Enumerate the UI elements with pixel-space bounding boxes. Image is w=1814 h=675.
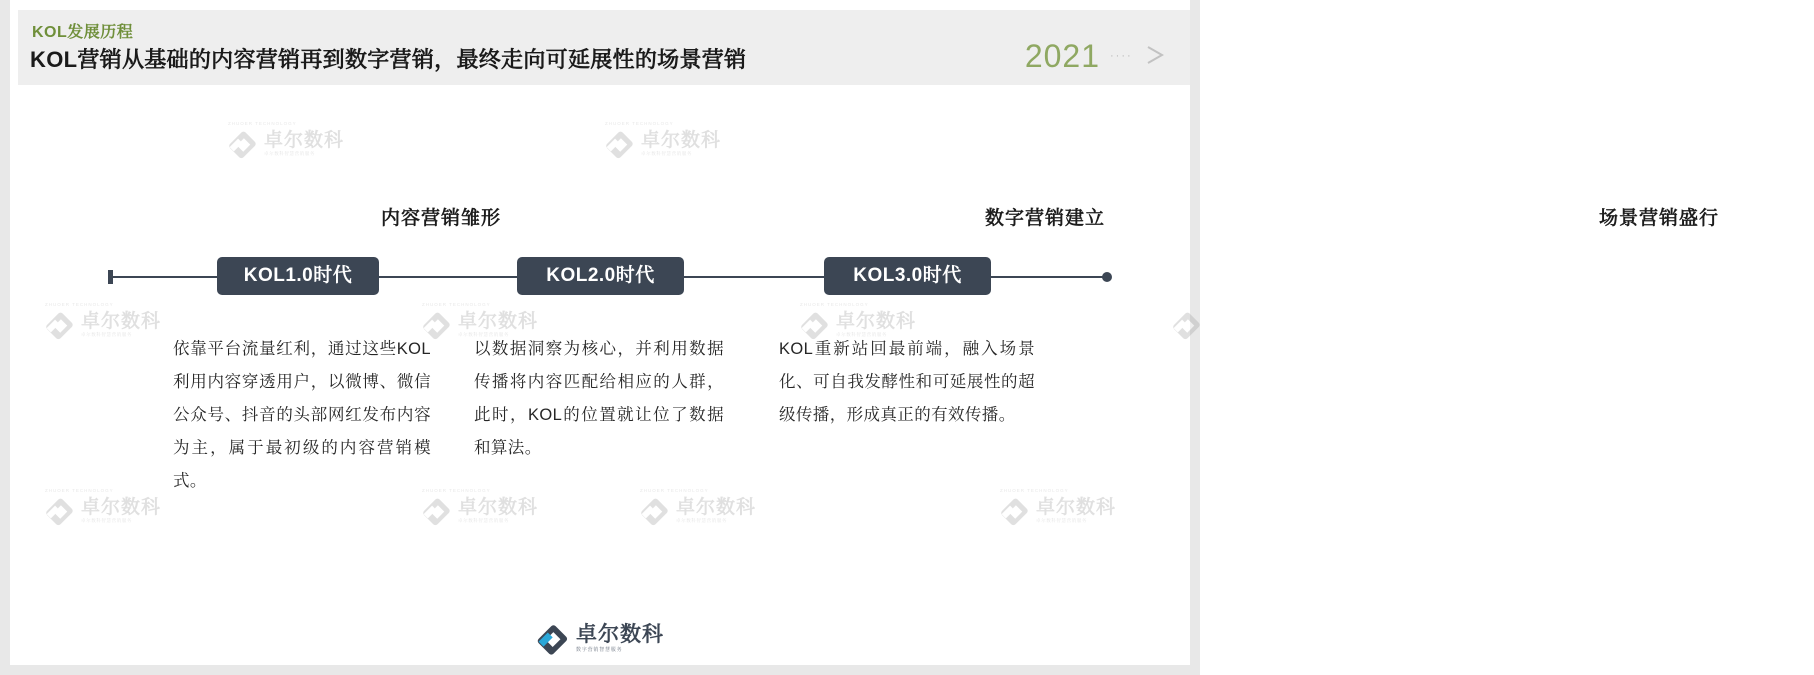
logo-diamond-icon [1000,494,1030,528]
watermark [45,488,162,528]
slide-header [10,10,1190,85]
watermark [640,488,757,528]
header-dots: ···· [1110,50,1133,62]
stage-pill-1[interactable]: KOL1.0时代 [217,257,379,295]
logo-diamond-icon [640,494,670,528]
stage-pill-3[interactable]: KOL3.0时代 [824,257,991,295]
chevron-right-icon [1144,44,1170,71]
stage-heading: 数字营销建立 [984,208,1105,229]
logo-diamond-icon [228,127,258,161]
edge-right-band [1190,0,1200,675]
watermark-en: 卓尔数科智慧营销服务 [458,518,509,524]
watermark-en: 卓尔数科智慧营销服务 [81,518,132,524]
watermark [605,121,722,161]
watermark-cn: 卓尔数科 [458,497,539,519]
timeline-start-cap [108,270,113,284]
watermark-cn: 卓尔数科 [836,311,917,333]
logo-diamond-icon [536,620,569,657]
watermark-en: 卓尔数科智慧营销服务 [676,518,727,524]
watermark-cn: 卓尔数科 [458,311,539,333]
logo-diamond-icon [605,127,635,161]
logo-diamond-icon [45,494,75,528]
watermark-en-top: ZHUOER TECHNOLOGY [45,488,114,493]
edge-bottom-band [0,665,1200,675]
page-title: KOL营销从基础的内容营销再到数字营销，最终走向可延展性的场景营销 [30,47,747,72]
watermark-en-top: ZHUOER TECHNOLOGY [422,488,491,493]
watermark-cn: 卓尔数科 [264,130,345,152]
watermark-cn: 卓尔数科 [1036,497,1117,519]
watermark-en-top: ZHUOER TECHNOLOGY [422,302,491,307]
watermark-cn: 卓尔数科 [676,497,757,519]
header-arrow-group [1110,44,1170,66]
watermark-cn: 卓尔数科 [81,497,162,519]
watermark [45,302,162,342]
watermark-en: 卓尔数科智慧营销服务 [1036,518,1087,524]
watermark-cn: 卓尔数科 [81,311,162,333]
stage-body-1: 依靠平台流量红利，通过这些KOL利用内容穿透用户，以微博、微信公众号、抖音的头部网红发布内容为主，属于最初级的内容营销模式。 [173,340,431,490]
logo-diamond-icon [422,494,452,528]
footer-logo-cn: 卓尔数科 [576,623,664,646]
stage-body-2: 以数据洞察为核心，并利用数据传播将内容匹配给相应的人群，此时，KOL的位置就让位了数据和算法。 [474,340,724,457]
footer-logo-en: 数字营销智慧服务 [576,647,623,653]
watermark-en: 卓尔数科智慧营销服务 [81,332,132,338]
watermark-en-top: ZHUOER TECHNOLOGY [800,302,869,307]
edge-left-band [0,0,10,675]
watermark-en: 卓尔数科智慧营销服务 [641,151,692,157]
watermark [1000,488,1117,528]
watermark-cn: 卓尔数科 [641,130,722,152]
watermark-en: 卓尔数科智慧营销服务 [458,332,509,338]
watermark [228,121,345,161]
footer-logo [536,620,664,657]
stage-pill-2[interactable]: KOL2.0时代 [517,257,684,295]
stage-heading: 内容营销雏形 [380,208,501,229]
logo-diamond-icon [45,308,75,342]
watermark-en-top: ZHUOER TECHNOLOGY [605,121,674,126]
timeline-end-dot [1102,272,1112,282]
stage-heading: 场景营销盛行 [1598,208,1719,229]
watermark-en-top: ZHUOER TECHNOLOGY [228,121,297,126]
watermark-en-top: ZHUOER TECHNOLOGY [45,302,114,307]
watermark-en: 卓尔数科智慧营销服务 [836,332,887,338]
watermark-en-top: ZHUOER TECHNOLOGY [1000,488,1069,493]
header-kicker: KOL发展历程 [32,24,134,41]
watermark-en-top: ZHUOER TECHNOLOGY [640,488,709,493]
header-accent-bar [10,10,18,85]
stage-body-3: KOL重新站回最前端，融入场景化、可自我发酵性和可延展性的超级传播，形成真正的有效传播。 [779,340,1035,424]
watermark-en: 卓尔数科智慧营销服务 [264,151,315,157]
header-year: 2021 [1024,38,1100,74]
watermark [422,488,539,528]
